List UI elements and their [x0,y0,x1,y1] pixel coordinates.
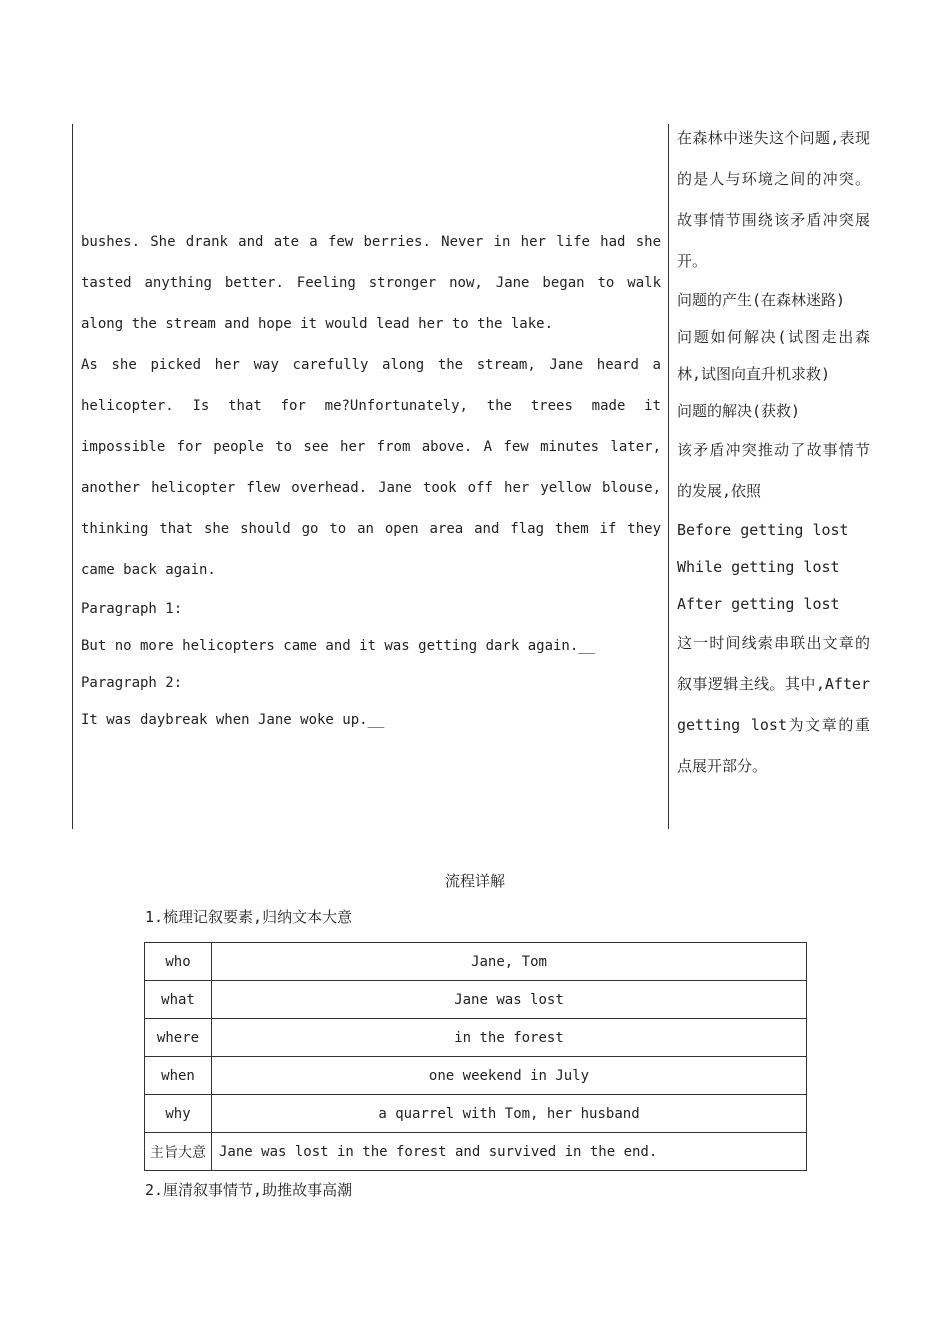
table-key-cell: 主旨大意 [145,1133,212,1171]
paragraph-1-label: Paragraph 1: [81,601,183,617]
heading-2: 2.厘清叙事情节,助推故事高潮 [145,1181,353,1199]
table-value-cell: Jane, Tom [212,943,807,981]
analysis-text: 在森林中迷失这个问题,表现的是人与环境之间的冲突。故事情节围绕该矛盾冲突展开。 [677,129,870,270]
table-value-cell: Jane was lost [212,981,807,1019]
table-key-cell: where [145,1019,212,1057]
analysis-text: 这一时间线索串联出文章的叙事逻辑主线。其中,After getting lost为文章的重点展开部分。 [677,634,870,775]
timeline-item: Before getting lost [677,521,849,539]
heading-1: 1.梳理记叙要素,归纳文本大意 [145,908,353,926]
table-row [145,1057,807,1095]
analysis-text: 该矛盾冲突推动了故事情节的发展,依照 [677,441,870,500]
timeline-item: While getting lost [677,558,840,576]
table-value-cell: a quarrel with Tom, her husband [212,1095,807,1133]
paragraph-2-opening: It was daybreak when Jane woke up.__ [81,712,385,728]
analysis-text: 问题如何解决(试图走出森林,试图向直升机求救) [677,328,870,383]
passage-paragraph: As she picked her way carefully along the stream, Jane heard a helicopter. Is that for me?Unfortunately, the trees made it impossible for people to see her from above. A few minutes later, another helicopter flew overhead. Jane took off her yellow blouse, thinking that she should go to an open area and flag them if they came back again. [81,357,661,578]
table-row [145,1133,807,1171]
paragraph-1-opening: But no more helicopters came and it was getting dark again.__ [81,638,596,654]
table-key-cell: what [145,981,212,1019]
passage-column [81,222,661,739]
table-value-cell: one weekend in July [212,1057,807,1095]
analysis-text: 问题的解决(获救) [677,402,801,420]
table-key-cell: who [145,943,212,981]
table-row [145,981,807,1019]
table-key-cell: when [145,1057,212,1095]
table-row [145,1019,807,1057]
table-key-cell: why [145,1095,212,1133]
table-row [145,943,807,981]
section-title: 流程详解 [444,872,505,890]
passage-paragraph: bushes. She drank and ate a few berries. Never in her life had she tasted anything better. Feeling stronger now, Jane began to walk along the stream and hope it would lead her to the lake. [81,234,661,332]
table-row [145,1095,807,1133]
table-value-cell: Jane was lost in the forest and survived in the end. [212,1133,807,1171]
analysis-column [677,118,870,787]
left-border-line [72,124,73,829]
narrative-elements-table [144,942,807,1171]
timeline-item: After getting lost [677,595,840,613]
table-value-cell: in the forest [212,1019,807,1057]
paragraph-2-label: Paragraph 2: [81,675,183,691]
analysis-text: 问题的产生(在森林迷路) [677,291,846,309]
column-divider-line [668,124,669,829]
